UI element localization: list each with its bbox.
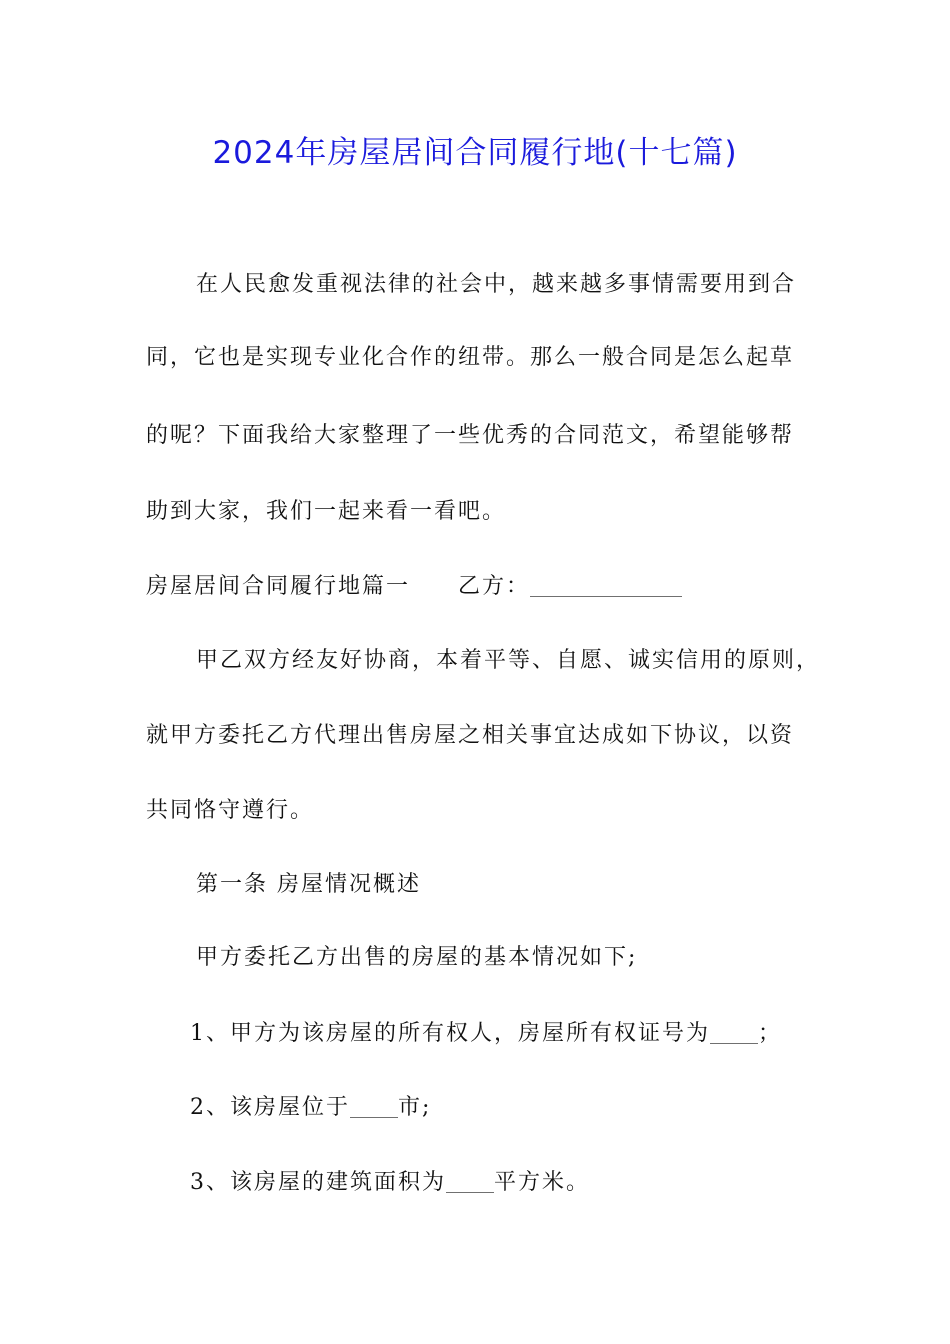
item-3-text: 3、该房屋的建筑面积为 [190,1170,446,1195]
item-3-suffix: 平方米。 [494,1170,591,1195]
intro-line-2: 同，它也是实现专业化合作的纽带。那么一般合同是怎么起草 [146,345,795,370]
party-b-label: 乙方： [458,574,531,599]
certificate-number-blank[interactable]: ______ [710,1025,758,1044]
article-1-item-3 [190,1168,590,1199]
section-heading: 房屋居间合同履行地篇一 [146,574,411,599]
document-title: 2024年房屋居间合同履行地(十七篇) [212,135,738,171]
article-1-item-2 [190,1093,431,1124]
item-2-suffix: 市; [398,1095,432,1120]
party-b-blank[interactable]: ___________________ [530,578,683,597]
agreement-line-1: 甲乙双方经友好协商，本着平等、自愿、诚实信用的原则， [196,648,821,673]
intro-line-3: 的呢？下面我给大家整理了一些优秀的合同范文，希望能够帮 [146,423,795,448]
article-1-intro: 甲方委托乙方出售的房屋的基本情况如下; [196,945,638,970]
agreement-line-2: 就甲方委托乙方代理出售房屋之相关事宜达成如下协议，以资 [146,723,795,748]
party-b-row [458,572,682,603]
intro-line-1: 在人民愈发重视法律的社会中，越来越多事情需要用到合 [196,272,797,297]
item-1-suffix: ； [758,1021,783,1046]
intro-line-4: 助到大家，我们一起来看一看吧。 [146,499,507,524]
city-blank[interactable]: ______ [350,1099,398,1118]
article-1-item-1 [190,1019,782,1050]
article-1-heading: 第一条 房屋情况概述 [196,872,421,897]
area-blank[interactable]: ______ [446,1174,494,1193]
item-2-text: 2、该房屋位于 [190,1095,350,1120]
agreement-line-3: 共同恪守遵行。 [146,798,315,823]
item-1-text: 1、甲方为该房屋的所有权人，房屋所有权证号为 [190,1021,710,1046]
